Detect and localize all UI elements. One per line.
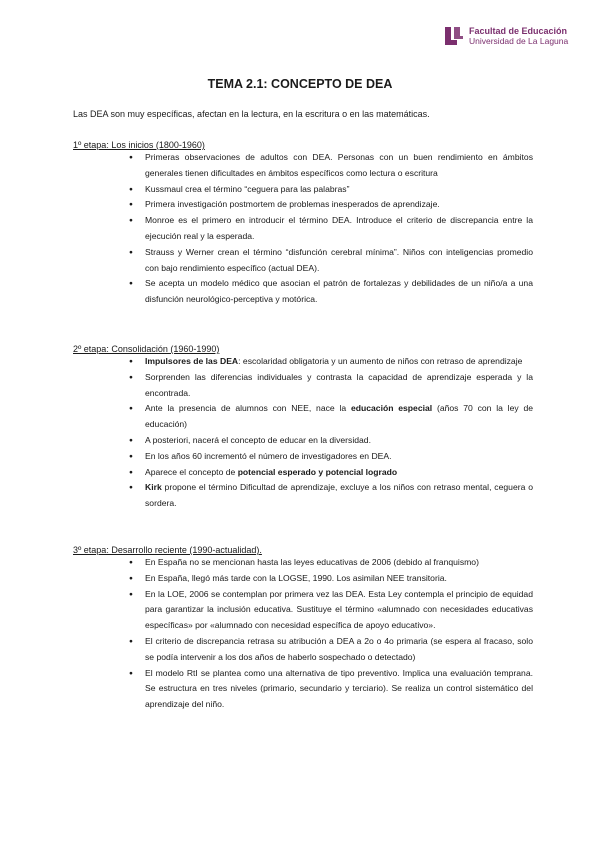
list-item: ● Primera investigación postmortem de problemas inesperados de aprendizaje.	[73, 197, 533, 213]
section-title: 1º etapa: Los inicios (1800-1960)	[73, 140, 205, 150]
list-item: ● En España, llegó más tarde con la LOGSE, 1990. Los asimilan NEE transitoria.	[73, 571, 533, 587]
list-item: ● En España no se mencionan hasta las leyes educativas de 2006 (debido al franquismo)	[73, 555, 533, 571]
logo-faculty-name: Facultad de Educación	[469, 26, 568, 36]
ull-logo-icon	[444, 25, 464, 47]
list-item: ● Sorprenden las diferencias individuales y contrasta la capacidad de aprendizaje esperada y la encontrada.	[73, 370, 533, 402]
faculty-logo	[444, 24, 584, 48]
section-stage-2	[73, 344, 533, 512]
list-item: ● Aparece el concepto de potencial esperado y potencial logrado	[73, 465, 533, 481]
section-title: 3º etapa: Desarrollo reciente (1990-actualidad).	[73, 545, 262, 555]
section-stage-3	[73, 545, 533, 713]
list-item: ● El criterio de discrepancia retrasa su atribución a DEA a 2o o 4o primaria (se espera al fracaso, solo se podía intervenir a los dos años de haberlo sospechado o detectado)	[73, 634, 533, 666]
list-item: ● Se acepta un modelo médico que asocian el patrón de fortalezas y debilidades de un niño/a a una disfunción neurológico-perceptiva y motórica.	[73, 276, 533, 308]
list-item: ● Kussmaul crea el término “ceguera para las palabras”	[73, 182, 533, 198]
list-item: ● Impulsores de las DEA: escolaridad obligatoria y un aumento de niños con retraso de aprendizaje	[73, 354, 533, 370]
list-item: ● El modelo RtI se plantea como una alternativa de tipo preventivo. Implica una evaluación temprana. Se estructura en tres niveles (primario, secundario y terciario). Se realiza un control sistemático del aprendizaje del niño.	[73, 666, 533, 713]
list-item: ● Primeras observaciones de adultos con DEA. Personas con un buen rendimiento en ámbitos generales tienen dificultades en ámbitos específicos como lectura o escritura	[73, 150, 533, 182]
bullet-list	[73, 150, 533, 308]
list-item: ● Kirk propone el término Dificultad de aprendizaje, excluye a los niños con retraso mental, ceguera o sordera.	[73, 480, 533, 512]
page-title: TEMA 2.1: CONCEPTO DE DEA	[207, 77, 393, 91]
section-title: 2º etapa: Consolidación (1960-1990)	[73, 344, 220, 354]
bullet-list	[73, 354, 533, 512]
list-item: ● En la LOE, 2006 se contemplan por primera vez las DEA. Esta Ley contempla el principio de equidad para garantizar la inclusión educativa. Sustituye el término «alumnado con necesidades educativas específicas» por «alumnado con necesidad específica de apoyo educativo».	[73, 587, 533, 634]
logo-text	[469, 26, 568, 46]
logo-university-name: Universidad de La Laguna	[469, 36, 569, 46]
list-item: ● Ante la presencia de alumnos con NEE, nace la educación especial (años 70 con la ley de educación)	[73, 401, 533, 433]
list-item: ● En los años 60 incrementó el número de investigadores en DEA.	[73, 449, 533, 465]
list-item: ● Strauss y Werner crean el término “disfunción cerebral mínima”. Niños con inteligencias promedio con bajo rendimiento específico (actual DEA).	[73, 245, 533, 277]
intro-paragraph: Las DEA son muy específicas, afectan en la lectura, en la escritura o en las matemáticas.	[73, 109, 430, 119]
section-stage-1	[73, 140, 533, 308]
list-item: ● Monroe es el primero en introducir el término DEA. Introduce el criterio de discrepancia entre la ejecución real y la esperada.	[73, 213, 533, 245]
list-item: ● A posteriori, nacerá el concepto de educar en la diversidad.	[73, 433, 533, 449]
bullet-list	[73, 555, 533, 713]
